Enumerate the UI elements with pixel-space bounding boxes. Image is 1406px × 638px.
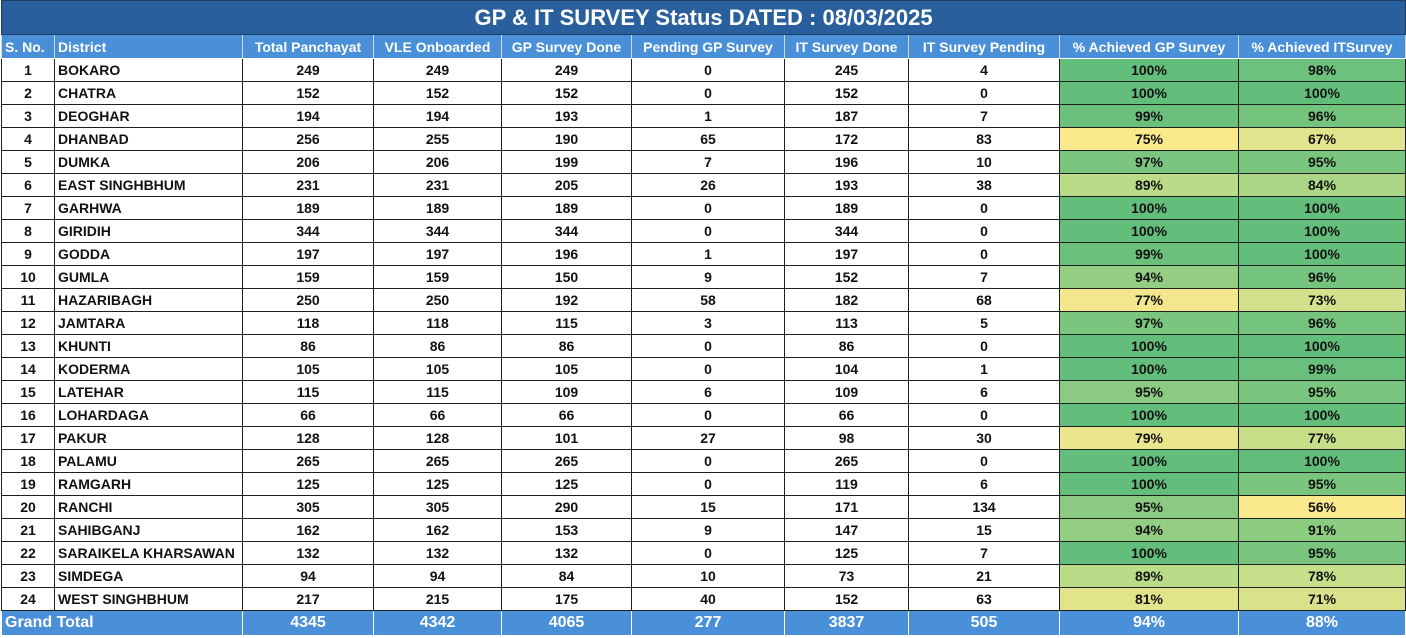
cell-sno[interactable]: 16 [2, 404, 55, 427]
cell-vle-onboarded[interactable]: 159 [374, 266, 502, 289]
cell-it-survey-pending[interactable]: 0 [909, 243, 1060, 266]
cell-sno[interactable]: 24 [2, 588, 55, 611]
cell-vle-onboarded[interactable]: 344 [374, 220, 502, 243]
cell-achieved-gp[interactable]: 77% [1060, 289, 1239, 312]
cell-achieved-it[interactable]: 100% [1239, 404, 1406, 427]
cell-sno[interactable]: 3 [2, 105, 55, 128]
cell-total-panchayat[interactable]: 105 [243, 358, 374, 381]
cell-achieved-gp[interactable]: 99% [1060, 243, 1239, 266]
cell-vle-onboarded[interactable]: 305 [374, 496, 502, 519]
cell-achieved-it[interactable]: 56% [1239, 496, 1406, 519]
col-header-it-survey-done[interactable]: IT Survey Done [785, 35, 909, 59]
cell-vle-onboarded[interactable]: 197 [374, 243, 502, 266]
cell-pending-gp-survey[interactable]: 15 [632, 496, 785, 519]
table-row [2, 404, 1406, 427]
cell-achieved-it[interactable]: 95% [1239, 151, 1406, 174]
cell-district[interactable]: HAZARIBAGH [55, 289, 243, 312]
cell-sno[interactable]: 21 [2, 519, 55, 542]
cell-sno[interactable]: 2 [2, 82, 55, 105]
cell-achieved-it[interactable]: 96% [1239, 266, 1406, 289]
cell-sno[interactable]: 14 [2, 358, 55, 381]
cell-it-survey-done[interactable]: 171 [785, 496, 909, 519]
col-header-vle-onboarded[interactable]: VLE Onboarded [374, 35, 502, 59]
table-row [2, 542, 1406, 565]
cell-achieved-gp[interactable]: 89% [1060, 174, 1239, 197]
cell-vle-onboarded[interactable]: 231 [374, 174, 502, 197]
cell-it-survey-pending[interactable]: 4 [909, 59, 1060, 82]
cell-pending-gp-survey[interactable]: 0 [632, 335, 785, 358]
cell-sno[interactable]: 5 [2, 151, 55, 174]
cell-sno[interactable]: 15 [2, 381, 55, 404]
cell-it-survey-done[interactable]: 187 [785, 105, 909, 128]
vle-onboarded-sum[interactable]: 4342 [374, 611, 502, 636]
cell-pending-gp-survey[interactable]: 0 [632, 197, 785, 220]
cell-gp-survey-done[interactable]: 66 [502, 404, 632, 427]
cell-it-survey-pending[interactable]: 0 [909, 450, 1060, 473]
cell-sno[interactable]: 10 [2, 266, 55, 289]
header-row [2, 35, 1406, 59]
col-header-district[interactable]: District [55, 35, 243, 59]
cell-it-survey-done[interactable]: 125 [785, 542, 909, 565]
cell-it-survey-pending[interactable]: 6 [909, 381, 1060, 404]
col-header-gp-survey-done[interactable]: GP Survey Done [502, 35, 632, 59]
cell-achieved-gp[interactable]: 81% [1060, 588, 1239, 611]
table-row [2, 266, 1406, 289]
cell-gp-survey-done[interactable]: 249 [502, 59, 632, 82]
cell-it-survey-done[interactable]: 172 [785, 128, 909, 151]
table-row [2, 588, 1406, 611]
cell-it-survey-done[interactable]: 196 [785, 151, 909, 174]
cell-achieved-gp[interactable]: 100% [1060, 59, 1239, 82]
cell-district[interactable]: KODERMA [55, 358, 243, 381]
cell-achieved-it[interactable]: 95% [1239, 381, 1406, 404]
cell-it-survey-pending[interactable]: 0 [909, 197, 1060, 220]
table-row [2, 243, 1406, 266]
cell-gp-survey-done[interactable]: 175 [502, 588, 632, 611]
cell-total-panchayat[interactable]: 217 [243, 588, 374, 611]
cell-it-survey-done[interactable]: 113 [785, 312, 909, 335]
cell-it-survey-done[interactable]: 98 [785, 427, 909, 450]
cell-vle-onboarded[interactable]: 118 [374, 312, 502, 335]
cell-sno[interactable]: 7 [2, 197, 55, 220]
cell-it-survey-pending[interactable]: 10 [909, 151, 1060, 174]
it-survey-pending-sum[interactable]: 505 [909, 611, 1060, 636]
cell-it-survey-pending[interactable]: 15 [909, 519, 1060, 542]
cell-district[interactable]: GIRIDIH [55, 220, 243, 243]
cell-it-survey-done[interactable]: 147 [785, 519, 909, 542]
survey-status-sheet [1, 0, 1405, 636]
cell-it-survey-done[interactable]: 152 [785, 588, 909, 611]
cell-district[interactable]: RANCHI [55, 496, 243, 519]
table-row [2, 151, 1406, 174]
cell-it-survey-done[interactable]: 73 [785, 565, 909, 588]
it-survey-done-sum[interactable]: 3837 [785, 611, 909, 636]
cell-vle-onboarded[interactable]: 265 [374, 450, 502, 473]
cell-achieved-it[interactable]: 73% [1239, 289, 1406, 312]
survey-status-table [1, 0, 1406, 636]
cell-achieved-gp[interactable]: 100% [1060, 473, 1239, 496]
cell-achieved-gp[interactable]: 97% [1060, 151, 1239, 174]
cell-gp-survey-done[interactable]: 84 [502, 565, 632, 588]
cell-total-panchayat[interactable]: 250 [243, 289, 374, 312]
cell-gp-survey-done[interactable]: 192 [502, 289, 632, 312]
cell-gp-survey-done[interactable]: 153 [502, 519, 632, 542]
table-row [2, 473, 1406, 496]
cell-achieved-gp[interactable]: 100% [1060, 220, 1239, 243]
grand-total-label[interactable]: Grand Total [2, 611, 243, 636]
cell-district[interactable]: SAHIBGANJ [55, 519, 243, 542]
cell-gp-survey-done[interactable]: 290 [502, 496, 632, 519]
cell-gp-survey-done[interactable]: 196 [502, 243, 632, 266]
cell-district[interactable]: GARHWA [55, 197, 243, 220]
cell-achieved-it[interactable]: 78% [1239, 565, 1406, 588]
cell-district[interactable]: GODDA [55, 243, 243, 266]
cell-it-survey-pending[interactable]: 38 [909, 174, 1060, 197]
cell-gp-survey-done[interactable]: 193 [502, 105, 632, 128]
table-row [2, 565, 1406, 588]
cell-district[interactable]: PALAMU [55, 450, 243, 473]
cell-achieved-it[interactable]: 100% [1239, 335, 1406, 358]
cell-total-panchayat[interactable]: 66 [243, 404, 374, 427]
cell-district[interactable]: SIMDEGA [55, 565, 243, 588]
cell-achieved-gp[interactable]: 89% [1060, 565, 1239, 588]
cell-sno[interactable]: 6 [2, 174, 55, 197]
cell-pending-gp-survey[interactable]: 9 [632, 519, 785, 542]
cell-achieved-it[interactable]: 100% [1239, 220, 1406, 243]
cell-total-panchayat[interactable]: 189 [243, 197, 374, 220]
cell-district[interactable]: JAMTARA [55, 312, 243, 335]
cell-achieved-gp[interactable]: 97% [1060, 312, 1239, 335]
cell-achieved-it[interactable]: 71% [1239, 588, 1406, 611]
pending-gp-survey-sum[interactable]: 277 [632, 611, 785, 636]
table-row [2, 289, 1406, 312]
table-row [2, 197, 1406, 220]
cell-pending-gp-survey[interactable]: 0 [632, 450, 785, 473]
table-row [2, 427, 1406, 450]
cell-vle-onboarded[interactable]: 249 [374, 59, 502, 82]
cell-it-survey-done[interactable]: 86 [785, 335, 909, 358]
table-row [2, 358, 1406, 381]
cell-achieved-it[interactable]: 100% [1239, 197, 1406, 220]
table-row [2, 450, 1406, 473]
cell-achieved-it[interactable]: 100% [1239, 82, 1406, 105]
table-row [2, 220, 1406, 243]
table-row [2, 105, 1406, 128]
cell-it-survey-done[interactable]: 344 [785, 220, 909, 243]
cell-pending-gp-survey[interactable]: 0 [632, 220, 785, 243]
cell-it-survey-pending[interactable]: 6 [909, 473, 1060, 496]
cell-it-survey-pending[interactable]: 7 [909, 542, 1060, 565]
cell-achieved-it[interactable]: 99% [1239, 358, 1406, 381]
cell-district[interactable]: DUMKA [55, 151, 243, 174]
table-row [2, 174, 1406, 197]
cell-pending-gp-survey[interactable]: 0 [632, 542, 785, 565]
cell-district[interactable]: LOHARDAGA [55, 404, 243, 427]
cell-it-survey-pending[interactable]: 63 [909, 588, 1060, 611]
cell-sno[interactable]: 18 [2, 450, 55, 473]
col-header-sno[interactable]: S. No. [2, 35, 55, 59]
cell-gp-survey-done[interactable]: 150 [502, 266, 632, 289]
cell-pending-gp-survey[interactable]: 0 [632, 59, 785, 82]
cell-sno[interactable]: 4 [2, 128, 55, 151]
table-row [2, 519, 1406, 542]
cell-achieved-gp[interactable]: 95% [1060, 381, 1239, 404]
cell-achieved-it[interactable]: 98% [1239, 59, 1406, 82]
table-row [2, 312, 1406, 335]
cell-it-survey-done[interactable]: 193 [785, 174, 909, 197]
cell-pending-gp-survey[interactable]: 40 [632, 588, 785, 611]
cell-district[interactable]: DEOGHAR [55, 105, 243, 128]
cell-achieved-gp[interactable]: 100% [1060, 82, 1239, 105]
gp-survey-done-sum[interactable]: 4065 [502, 611, 632, 636]
cell-total-panchayat[interactable]: 249 [243, 59, 374, 82]
cell-it-survey-pending[interactable]: 5 [909, 312, 1060, 335]
cell-pending-gp-survey[interactable]: 1 [632, 243, 785, 266]
cell-it-survey-done[interactable]: 66 [785, 404, 909, 427]
cell-total-panchayat[interactable]: 197 [243, 243, 374, 266]
cell-achieved-it[interactable]: 91% [1239, 519, 1406, 542]
cell-it-survey-done[interactable]: 109 [785, 381, 909, 404]
cell-it-survey-done[interactable]: 245 [785, 59, 909, 82]
cell-gp-survey-done[interactable]: 86 [502, 335, 632, 358]
cell-total-panchayat[interactable]: 152 [243, 82, 374, 105]
cell-sno[interactable]: 23 [2, 565, 55, 588]
cell-total-panchayat[interactable]: 118 [243, 312, 374, 335]
cell-vle-onboarded[interactable]: 125 [374, 473, 502, 496]
cell-pending-gp-survey[interactable]: 10 [632, 565, 785, 588]
cell-it-survey-pending[interactable]: 68 [909, 289, 1060, 312]
cell-pending-gp-survey[interactable]: 26 [632, 174, 785, 197]
table-row [2, 59, 1406, 82]
cell-vle-onboarded[interactable]: 132 [374, 542, 502, 565]
sheet-title: GP & IT SURVEY Status DATED : 08/03/2025 [2, 1, 1406, 35]
cell-vle-onboarded[interactable]: 206 [374, 151, 502, 174]
cell-district[interactable]: LATEHAR [55, 381, 243, 404]
cell-pending-gp-survey[interactable]: 0 [632, 473, 785, 496]
cell-district[interactable]: PAKUR [55, 427, 243, 450]
cell-it-survey-done[interactable]: 119 [785, 473, 909, 496]
cell-pending-gp-survey[interactable]: 7 [632, 151, 785, 174]
cell-sno[interactable]: 17 [2, 427, 55, 450]
cell-achieved-it[interactable]: 100% [1239, 243, 1406, 266]
cell-achieved-gp[interactable]: 94% [1060, 266, 1239, 289]
cell-achieved-gp[interactable]: 100% [1060, 335, 1239, 358]
cell-it-survey-done[interactable]: 197 [785, 243, 909, 266]
cell-gp-survey-done[interactable]: 189 [502, 197, 632, 220]
cell-vle-onboarded[interactable]: 255 [374, 128, 502, 151]
cell-gp-survey-done[interactable]: 125 [502, 473, 632, 496]
cell-sno[interactable]: 22 [2, 542, 55, 565]
cell-it-survey-done[interactable]: 152 [785, 82, 909, 105]
col-header-achieved-it[interactable]: % Achieved ITSurvey [1239, 35, 1406, 59]
cell-it-survey-pending[interactable]: 7 [909, 105, 1060, 128]
cell-district[interactable]: WEST SINGHBHUM [55, 588, 243, 611]
cell-total-panchayat[interactable]: 128 [243, 427, 374, 450]
cell-it-survey-done[interactable]: 152 [785, 266, 909, 289]
cell-achieved-it[interactable]: 95% [1239, 473, 1406, 496]
cell-pending-gp-survey[interactable]: 0 [632, 404, 785, 427]
cell-it-survey-pending[interactable]: 0 [909, 82, 1060, 105]
cell-gp-survey-done[interactable]: 152 [502, 82, 632, 105]
cell-pending-gp-survey[interactable]: 1 [632, 105, 785, 128]
cell-gp-survey-done[interactable]: 109 [502, 381, 632, 404]
cell-vle-onboarded[interactable]: 115 [374, 381, 502, 404]
cell-sno[interactable]: 12 [2, 312, 55, 335]
cell-district[interactable]: CHATRA [55, 82, 243, 105]
cell-achieved-it[interactable]: 84% [1239, 174, 1406, 197]
cell-it-survey-pending[interactable]: 1 [909, 358, 1060, 381]
cell-sno[interactable]: 20 [2, 496, 55, 519]
cell-gp-survey-done[interactable]: 265 [502, 450, 632, 473]
col-header-total-panchayat[interactable]: Total Panchayat [243, 35, 374, 59]
cell-achieved-gp[interactable]: 100% [1060, 197, 1239, 220]
cell-achieved-it[interactable]: 96% [1239, 312, 1406, 335]
cell-it-survey-pending[interactable]: 0 [909, 335, 1060, 358]
cell-total-panchayat[interactable]: 231 [243, 174, 374, 197]
cell-achieved-gp[interactable]: 94% [1060, 519, 1239, 542]
table-row [2, 335, 1406, 358]
cell-vle-onboarded[interactable]: 162 [374, 519, 502, 542]
cell-total-panchayat[interactable]: 305 [243, 496, 374, 519]
cell-it-survey-pending[interactable]: 83 [909, 128, 1060, 151]
cell-gp-survey-done[interactable]: 344 [502, 220, 632, 243]
cell-achieved-gp[interactable]: 100% [1060, 542, 1239, 565]
cell-sno[interactable]: 1 [2, 59, 55, 82]
cell-sno[interactable]: 8 [2, 220, 55, 243]
cell-total-panchayat[interactable]: 115 [243, 381, 374, 404]
cell-pending-gp-survey[interactable]: 65 [632, 128, 785, 151]
cell-it-survey-done[interactable]: 182 [785, 289, 909, 312]
table-row [2, 82, 1406, 105]
cell-district[interactable]: RAMGARH [55, 473, 243, 496]
cell-it-survey-pending[interactable]: 0 [909, 220, 1060, 243]
cell-achieved-gp[interactable]: 99% [1060, 105, 1239, 128]
cell-sno[interactable]: 11 [2, 289, 55, 312]
cell-pending-gp-survey[interactable]: 6 [632, 381, 785, 404]
cell-vle-onboarded[interactable]: 215 [374, 588, 502, 611]
cell-gp-survey-done[interactable]: 199 [502, 151, 632, 174]
col-header-pending-gp-survey[interactable]: Pending GP Survey [632, 35, 785, 59]
cell-vle-onboarded[interactable]: 94 [374, 565, 502, 588]
grand-total-row [2, 611, 1406, 636]
cell-achieved-it[interactable]: 96% [1239, 105, 1406, 128]
cell-total-panchayat[interactable]: 194 [243, 105, 374, 128]
cell-total-panchayat[interactable]: 206 [243, 151, 374, 174]
cell-district[interactable]: GUMLA [55, 266, 243, 289]
table-row [2, 381, 1406, 404]
cell-total-panchayat[interactable]: 344 [243, 220, 374, 243]
cell-gp-survey-done[interactable]: 190 [502, 128, 632, 151]
cell-achieved-gp[interactable]: 100% [1060, 358, 1239, 381]
cell-sno[interactable]: 19 [2, 473, 55, 496]
cell-achieved-it[interactable]: 77% [1239, 427, 1406, 450]
cell-it-survey-pending[interactable]: 21 [909, 565, 1060, 588]
achieved-gp-total[interactable]: 94% [1060, 611, 1239, 636]
cell-achieved-gp[interactable]: 100% [1060, 450, 1239, 473]
cell-it-survey-done[interactable]: 265 [785, 450, 909, 473]
cell-vle-onboarded[interactable]: 105 [374, 358, 502, 381]
cell-total-panchayat[interactable]: 125 [243, 473, 374, 496]
cell-it-survey-pending[interactable]: 30 [909, 427, 1060, 450]
cell-achieved-it[interactable]: 100% [1239, 450, 1406, 473]
cell-vle-onboarded[interactable]: 66 [374, 404, 502, 427]
achieved-it-total[interactable]: 88% [1239, 611, 1406, 636]
cell-pending-gp-survey[interactable]: 0 [632, 82, 785, 105]
cell-pending-gp-survey[interactable]: 3 [632, 312, 785, 335]
cell-it-survey-pending[interactable]: 0 [909, 404, 1060, 427]
cell-total-panchayat[interactable]: 256 [243, 128, 374, 151]
cell-vle-onboarded[interactable]: 86 [374, 335, 502, 358]
cell-achieved-it[interactable]: 67% [1239, 128, 1406, 151]
cell-achieved-gp[interactable]: 95% [1060, 496, 1239, 519]
cell-total-panchayat[interactable]: 94 [243, 565, 374, 588]
cell-vle-onboarded[interactable]: 152 [374, 82, 502, 105]
cell-pending-gp-survey[interactable]: 58 [632, 289, 785, 312]
cell-gp-survey-done[interactable]: 101 [502, 427, 632, 450]
cell-district[interactable]: KHUNTI [55, 335, 243, 358]
cell-district[interactable]: EAST SINGHBHUM [55, 174, 243, 197]
cell-district[interactable]: SARAIKELA KHARSAWAN [55, 542, 243, 565]
cell-achieved-it[interactable]: 95% [1239, 542, 1406, 565]
col-header-it-survey-pending[interactable]: IT Survey Pending [909, 35, 1060, 59]
cell-it-survey-pending[interactable]: 7 [909, 266, 1060, 289]
cell-gp-survey-done[interactable]: 115 [502, 312, 632, 335]
cell-vle-onboarded[interactable]: 189 [374, 197, 502, 220]
cell-total-panchayat[interactable]: 162 [243, 519, 374, 542]
cell-district[interactable]: DHANBAD [55, 128, 243, 151]
cell-sno[interactable]: 9 [2, 243, 55, 266]
cell-gp-survey-done[interactable]: 205 [502, 174, 632, 197]
cell-vle-onboarded[interactable]: 128 [374, 427, 502, 450]
cell-achieved-gp[interactable]: 100% [1060, 404, 1239, 427]
cell-gp-survey-done[interactable]: 105 [502, 358, 632, 381]
cell-achieved-gp[interactable]: 79% [1060, 427, 1239, 450]
cell-it-survey-pending[interactable]: 134 [909, 496, 1060, 519]
table-row [2, 128, 1406, 151]
cell-pending-gp-survey[interactable]: 0 [632, 358, 785, 381]
cell-pending-gp-survey[interactable]: 27 [632, 427, 785, 450]
cell-achieved-gp[interactable]: 75% [1060, 128, 1239, 151]
cell-it-survey-done[interactable]: 189 [785, 197, 909, 220]
table-row [2, 496, 1406, 519]
title-row [2, 1, 1406, 35]
table-body [2, 59, 1406, 611]
cell-it-survey-done[interactable]: 104 [785, 358, 909, 381]
cell-total-panchayat[interactable]: 159 [243, 266, 374, 289]
cell-gp-survey-done[interactable]: 132 [502, 542, 632, 565]
cell-district[interactable]: BOKARO [55, 59, 243, 82]
cell-total-panchayat[interactable]: 86 [243, 335, 374, 358]
cell-total-panchayat[interactable]: 132 [243, 542, 374, 565]
col-header-achieved-gp[interactable]: % Achieved GP Survey [1060, 35, 1239, 59]
total-panchayat-sum[interactable]: 4345 [243, 611, 374, 636]
cell-vle-onboarded[interactable]: 194 [374, 105, 502, 128]
cell-total-panchayat[interactable]: 265 [243, 450, 374, 473]
cell-vle-onboarded[interactable]: 250 [374, 289, 502, 312]
cell-sno[interactable]: 13 [2, 335, 55, 358]
cell-pending-gp-survey[interactable]: 9 [632, 266, 785, 289]
